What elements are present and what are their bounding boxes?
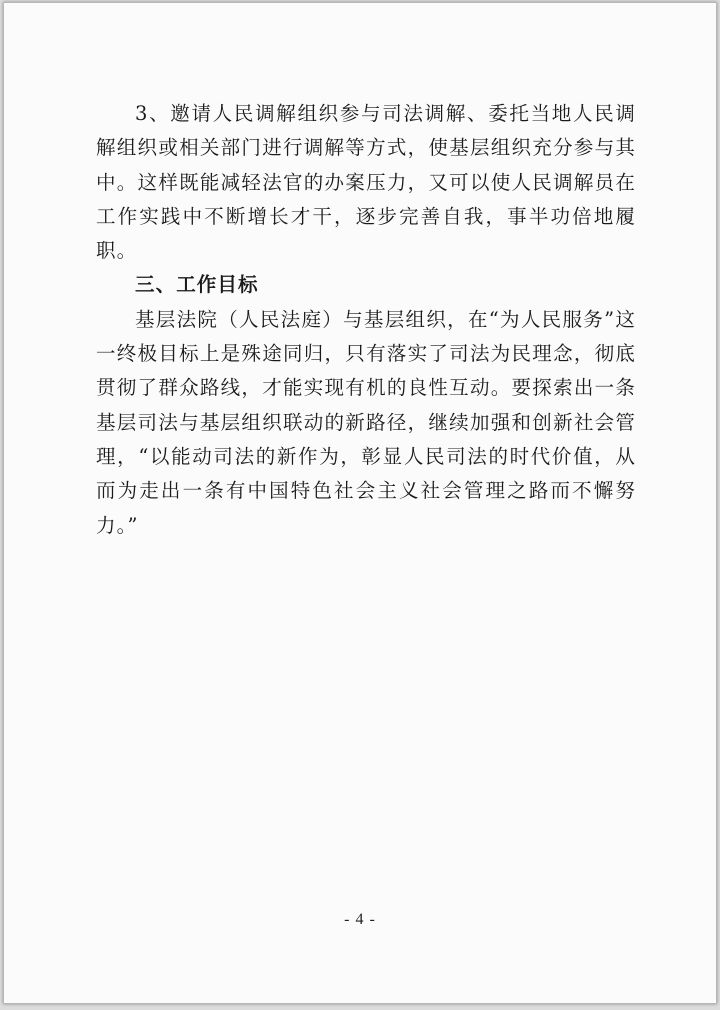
- section-heading-work-goals: 三、工作目标: [135, 273, 259, 297]
- document-body: [96, 97, 636, 543]
- paragraph-work-goals: 基层法院（人民法庭）与基层组织，在“为人民服务”这一终极目标上是殊途同归，只有落实了司法为民理念，彻底贯彻了群众路线，才能实现有机的良性互动。要探索出一条基层司法与基层组织联动的新路径，继续加强和创新社会管理，“以能动司法的新作为，彰显人民司法的时代价值，从而为走出一条有中国特色社会主义社会管理之路而不懈努力。”: [96, 307, 636, 537]
- paragraph-item-3: 3、邀请人民调解组织参与司法调解、委托当地人民调解组织或相关部门进行调解等方式，使基层组织充分参与其中。这样既能减轻法官的办案压力，又可以使人民调解员在工作实践中不断增长才干，逐步完善自我，事半功倍地履职。: [96, 102, 636, 263]
- page-number: - 4 -: [344, 911, 376, 928]
- document-page: [3, 2, 717, 1004]
